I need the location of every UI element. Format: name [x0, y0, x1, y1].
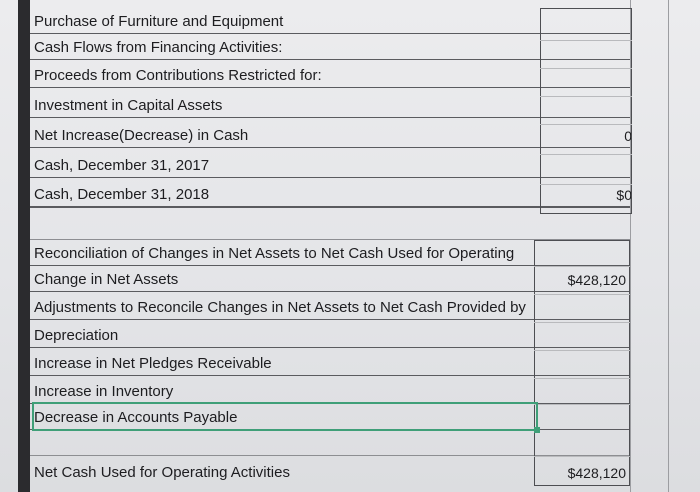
value-cell-line [540, 68, 632, 69]
value-cell-line [534, 456, 630, 457]
value-cell-line [540, 40, 632, 41]
value-cell-line [534, 350, 630, 351]
column-gridline [668, 0, 669, 492]
row-label: Purchase of Furniture and Equipment [34, 13, 284, 30]
row-label: Depreciation [34, 327, 119, 344]
value-cell-line [534, 266, 630, 267]
row-value: 0 [624, 128, 632, 144]
row-label: Net Cash Used for Operating Activities [34, 464, 290, 481]
table-row-empty[interactable] [30, 214, 630, 240]
row-label: Decrease in Accounts Payable [34, 409, 238, 426]
row-label: Cash Flows from Financing Activities: [34, 39, 283, 56]
row-value: $428,120 [567, 272, 626, 288]
row-label: Net Increase(Decrease) in Cash [34, 127, 249, 144]
row-label: Investment in Capital Assets [34, 97, 223, 114]
row-label: Proceeds from Contributions Restricted for: [34, 67, 322, 84]
row-value: $0 [616, 187, 632, 203]
row-label: Increase in Inventory [34, 383, 174, 400]
fill-handle[interactable] [534, 427, 540, 433]
row-label: Change in Net Assets [34, 271, 179, 288]
row-label: Reconciliation of Changes in Net Assets to Net Cash Used for Operating [34, 245, 515, 262]
value-cell-line [540, 184, 632, 185]
row-value: $428,120 [567, 465, 626, 481]
value-cell-line [540, 124, 632, 125]
row-label: Cash, December 31, 2018 [34, 186, 210, 203]
value-cell-line [534, 404, 630, 405]
row-label: Increase in Net Pledges Receivable [34, 355, 272, 372]
value-cell-line [540, 96, 632, 97]
value-cell-line [534, 322, 630, 323]
row-label: Adjustments to Reconcile Changes in Net Assets to Net Cash Provided by [34, 299, 526, 316]
value-cell-line [534, 378, 630, 379]
value-cell-line [534, 294, 630, 295]
value-cell-line [540, 154, 632, 155]
value-column [534, 240, 630, 486]
row-label: Cash, December 31, 2017 [34, 157, 210, 174]
cell-selection[interactable] [32, 402, 538, 431]
row-header-strip [18, 0, 30, 492]
